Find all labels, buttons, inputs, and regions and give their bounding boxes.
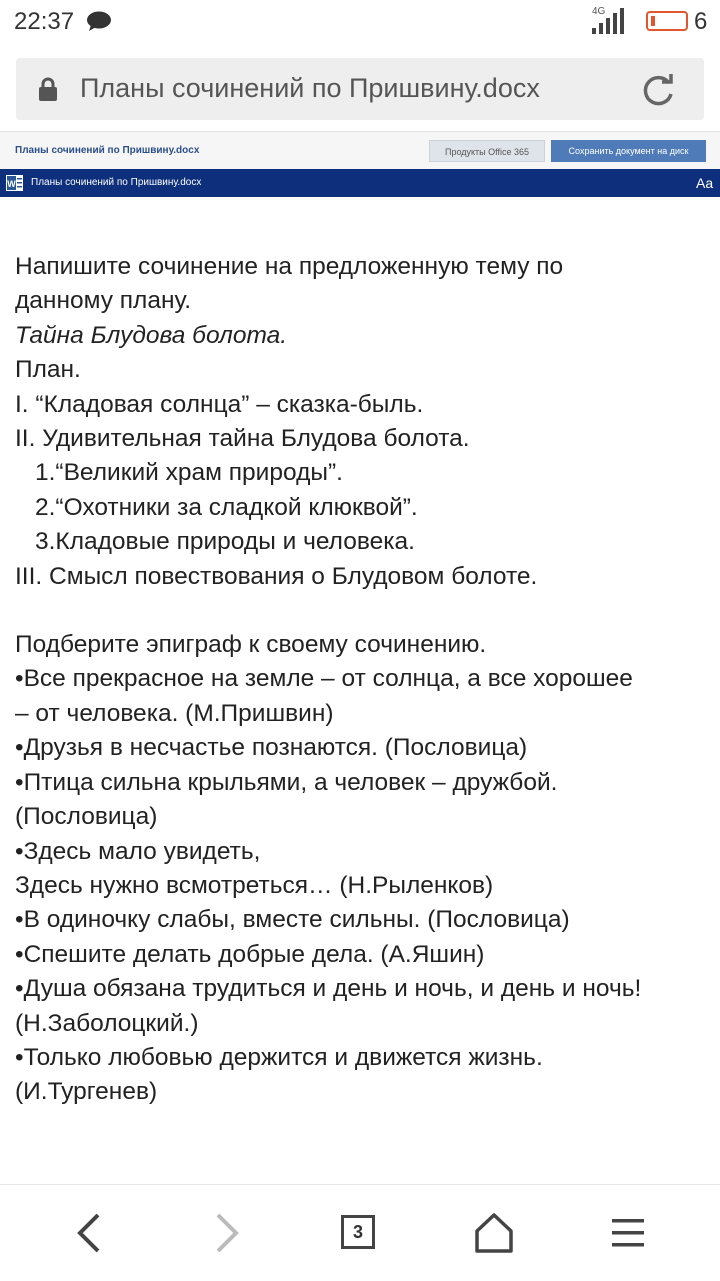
epigraph-line: •Душа обязана трудиться и день и ночь, и день и ночь! bbox=[15, 975, 642, 1003]
essay-topic: Тайна Блудова болота. bbox=[15, 321, 288, 349]
tabs-button[interactable] bbox=[341, 1215, 385, 1259]
plan-item: I. “Кладовая солнца” – сказка-быль. bbox=[15, 390, 424, 418]
battery-icon bbox=[646, 11, 688, 31]
plan-subitem: 3.Кладовые природы и человека. bbox=[35, 528, 415, 556]
home-icon[interactable] bbox=[472, 1211, 516, 1255]
epigraph-line: •Только любовью держится и движется жизнь. bbox=[15, 1043, 543, 1071]
office-header bbox=[0, 131, 720, 170]
epigraph-line: •Спешите делать добрые дела. (А.Яшин) bbox=[15, 940, 485, 968]
epigraph-line: Здесь нужно всмотреться… (Н.Рыленков) bbox=[15, 871, 494, 899]
epigraph-line: •Птица сильна крыльями, а человек – дружбой. bbox=[15, 768, 558, 796]
epigraph-line: •Друзья в несчастье познаются. (Пословица) bbox=[15, 734, 528, 762]
address-bar[interactable] bbox=[16, 58, 704, 120]
status-bar bbox=[0, 0, 720, 44]
epigraph-line: •В одиночку слабы, вместе сильны. (Пословица) bbox=[15, 906, 570, 934]
instruction-line: Напишите сочинение на предложенную тему по bbox=[15, 253, 564, 280]
epigraph-line: – от человека. (М.Пришвин) bbox=[15, 699, 334, 727]
epigraph-line: (И.Тургенев) bbox=[15, 1078, 158, 1106]
lock-icon bbox=[38, 77, 58, 101]
status-time: 22:37 bbox=[14, 8, 75, 35]
epigraph-heading: Подберите эпиграф к своему сочинению. bbox=[15, 631, 487, 659]
plan-item: III. Смысл повествования о Блудовом болоте. bbox=[15, 562, 538, 590]
forward-icon[interactable] bbox=[204, 1211, 248, 1255]
word-icon bbox=[6, 175, 23, 191]
back-icon[interactable] bbox=[68, 1211, 112, 1255]
page-title: Планы сочинений по Пришвину.docx bbox=[80, 73, 540, 103]
epigraph-line: •Здесь мало увидеть, bbox=[15, 837, 261, 865]
word-viewer-bar bbox=[0, 169, 720, 197]
reload-icon[interactable] bbox=[640, 72, 676, 108]
network-type: 4G bbox=[592, 6, 606, 17]
plan-subitem: 2.“Охотники за сладкой клюквой”. bbox=[35, 493, 418, 521]
text-size-button[interactable]: Aa bbox=[696, 175, 714, 191]
epigraph-line: (Н.Заболоцкий.) bbox=[15, 1009, 199, 1037]
svg-text:W: W bbox=[7, 179, 16, 189]
word-file-name: Планы сочинений по Пришвину.docx bbox=[31, 177, 202, 188]
plan-item: II. Удивительная тайна Блудова болота. bbox=[15, 425, 470, 453]
tabs-icon: 3 bbox=[341, 1215, 375, 1249]
signal-icon bbox=[590, 6, 630, 34]
message-icon bbox=[86, 11, 112, 31]
office-products-button[interactable]: Продукты Office 365 bbox=[429, 140, 545, 162]
save-to-disk-button[interactable]: Сохранить документ на диск bbox=[551, 140, 706, 162]
bottom-navigation bbox=[0, 1184, 720, 1281]
instruction-line: данному плану. bbox=[15, 287, 192, 315]
office-file-name[interactable]: Планы сочинений по Пришвину.docx bbox=[15, 145, 200, 156]
menu-icon[interactable] bbox=[606, 1211, 650, 1255]
epigraph-line: •Все прекрасное на земле – от солнца, а все хорошее bbox=[15, 665, 633, 693]
plan-subitem: 1.“Великий храм природы”. bbox=[35, 459, 343, 487]
battery-level: 6 bbox=[694, 8, 708, 35]
plan-heading: План. bbox=[15, 356, 81, 384]
epigraph-line: (Пословица) bbox=[15, 803, 158, 831]
document-content bbox=[15, 250, 710, 1110]
